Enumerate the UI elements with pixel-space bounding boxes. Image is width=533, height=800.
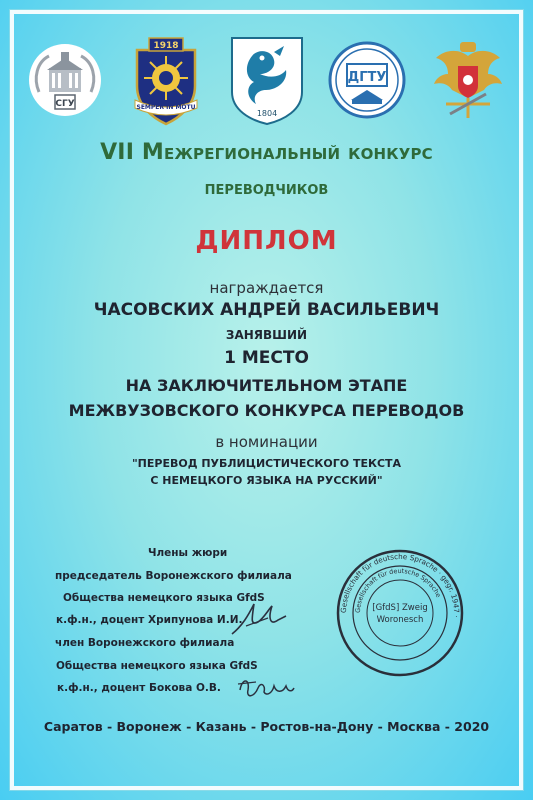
svg-text:Gesellschaft für deutsche Spra: Gesellschaft für deutsche Sprache [353,566,443,614]
signature-khripunova [228,596,288,644]
kazan-university-emblem-icon [226,32,308,128]
svg-text:1918: 1918 [153,41,179,51]
took-text: ЗАНЯВШИЙ [225,328,308,342]
jury-line: Общества немецкого языка GfdS [63,592,265,604]
sgu-university-emblem-icon [24,32,106,128]
nomination-title-line1: "ПЕРЕВОД ПУБЛИЦИСТИЧЕСКОГО ТЕКСТА [131,457,402,470]
diploma-title: ДИПЛОМ [195,226,338,256]
logo-row [24,30,509,130]
gfds-seal [335,548,465,682]
jury-heading: Члены жюри [148,547,228,559]
contest-title-line2: переводчиков [204,178,329,199]
awarded-text: награждается [209,279,324,297]
svg-text:[GfdS] Zweig: [GfdS] Zweig [372,603,428,613]
jury-line: Общества немецкого языка GfdS [56,660,258,672]
recipient-name: ЧАСОВСКИХ АНДРЕЙ ВАСИЛЬЕВИЧ [93,300,440,320]
stage-line2: МЕЖВУЗОВСКОГО КОНКУРСА ПЕРЕВОДОВ [68,401,465,420]
russian-coat-of-arms-icon [427,32,509,128]
dgtu-university-emblem-icon [326,32,408,128]
contest-title-line1: VII Межрегиональный конкурс [100,140,433,165]
svg-text:ДГТУ: ДГТУ [347,70,387,85]
jury-line: председатель Воронежского филиала [55,570,292,582]
jury-line: член Воронежского филиала [55,637,235,649]
svg-text:SEMPER IN MOTU: SEMPER IN MOTU [136,104,196,111]
vgu-university-emblem-icon [125,32,207,128]
svg-text:Woronesch: Woronesch [376,615,424,625]
footer-cities: Саратов - Воронеж - Казань - Ростов-на-Дону - Москва - 2020 [43,719,490,734]
place-text: 1 МЕСТО [224,348,309,368]
signature-bokova [236,672,296,708]
svg-text:Gesellschaft für deutsche Spra: Gesellschaft für deutsche Sprache · gegr. 1947 · [338,551,462,618]
jury-line: к.ф.н., доцент Хрипунова И.И. [56,614,243,626]
nomination-intro: в номинации [215,433,318,451]
svg-text:СГУ: СГУ [55,99,75,109]
nomination-title-line2: С НЕМЕЦКОГО ЯЗЫКА НА РУССКИЙ" [150,474,383,487]
stage-line1: НА ЗАКЛЮЧИТЕЛЬНОМ ЭТАПЕ [125,376,408,395]
svg-text:1804: 1804 [256,109,277,118]
jury-line: к.ф.н., доцент Бокова О.В. [57,682,221,694]
